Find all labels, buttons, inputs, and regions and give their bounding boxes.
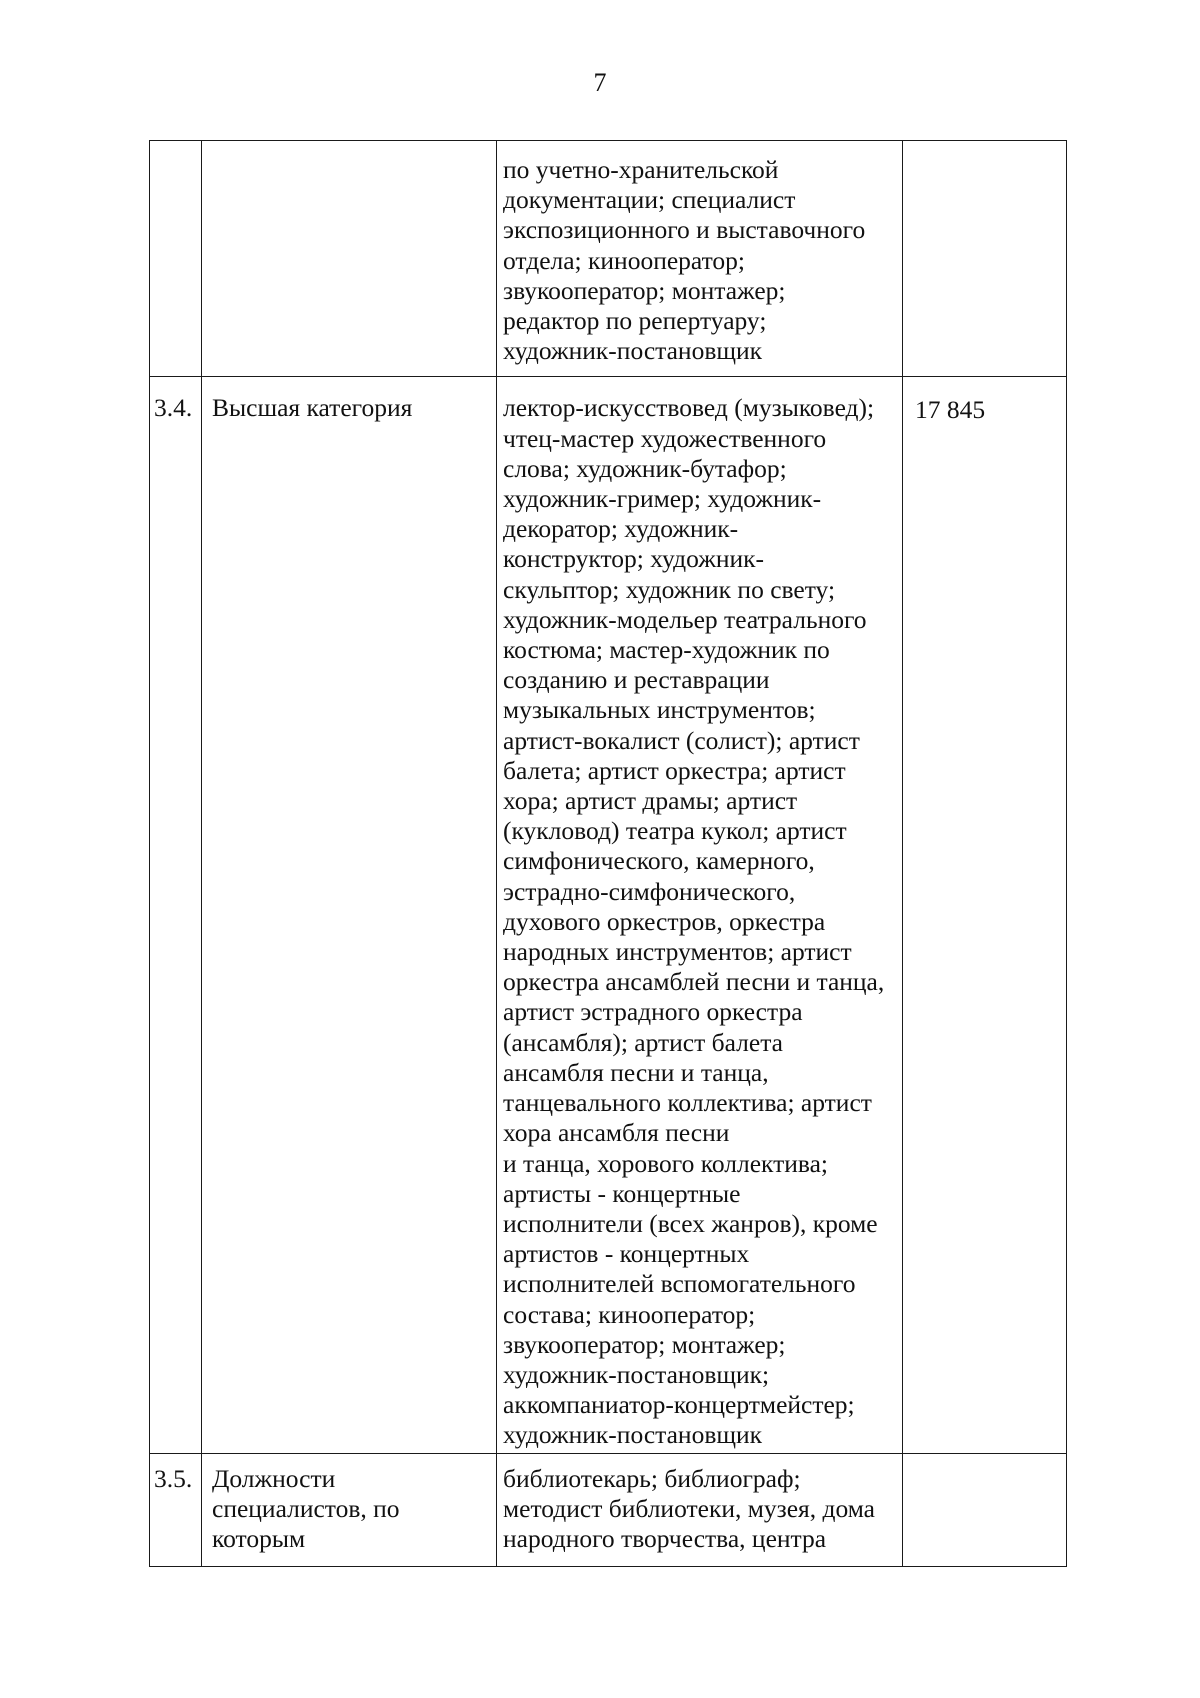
salary-cell: 17 845 bbox=[903, 377, 1067, 1453]
positions-line: артист эстрадного оркестра bbox=[503, 997, 803, 1027]
positions-line: художник-гример; художник- bbox=[503, 484, 822, 514]
positions-line: методист библиотеки, музея, дома bbox=[503, 1493, 876, 1523]
table-row-3-5 bbox=[150, 1453, 1067, 1567]
positions-line: ансамбля песни и танца, bbox=[503, 1057, 769, 1087]
table-row-3-4 bbox=[150, 377, 1067, 1453]
positions-line: балета; артист оркестра; артист bbox=[503, 755, 846, 785]
positions-cell bbox=[497, 377, 903, 1453]
positions-line: художник-модельер театрального bbox=[503, 604, 867, 634]
positions-line: народного творчества, центра bbox=[503, 1523, 827, 1553]
salary-table bbox=[149, 140, 1067, 1567]
positions-line: конструктор; художник- bbox=[503, 544, 765, 574]
category-cell bbox=[202, 377, 497, 1453]
positions-line: народных инструментов; артист bbox=[503, 937, 852, 967]
positions-line: декоратор; художник- bbox=[503, 514, 739, 544]
positions-line: звукооператор; монтажер; bbox=[503, 1329, 786, 1359]
positions-line: симфонического, камерного, bbox=[503, 846, 815, 876]
positions-line: аккомпаниатор-концертмейстер; bbox=[503, 1390, 855, 1420]
positions-line: хора; артист драмы; артист bbox=[503, 786, 798, 816]
row-number-cell: 3.5. bbox=[150, 1453, 202, 1567]
category-cell bbox=[202, 141, 497, 377]
positions-line: и танца, хорового коллектива; bbox=[503, 1148, 828, 1178]
positions-line: созданию и реставрации bbox=[503, 665, 770, 695]
positions-line: (ансамбля); артист балета bbox=[503, 1027, 783, 1057]
positions-line: музыкальных инструментов; bbox=[503, 695, 816, 725]
positions-line: скульптор; художник по свету; bbox=[503, 574, 836, 604]
positions-cell bbox=[497, 141, 903, 377]
positions-line: эстрадно-симфонического, bbox=[503, 876, 796, 906]
positions-line: состава; кинооператор; bbox=[503, 1299, 756, 1329]
salary-cell bbox=[903, 141, 1067, 377]
positions-line: художник-постановщик bbox=[503, 1420, 763, 1450]
category-line: специалистов, по bbox=[212, 1493, 400, 1523]
positions-line: артисты - концертные bbox=[503, 1178, 741, 1208]
category-line: которым bbox=[212, 1523, 306, 1553]
category-line: Должности bbox=[212, 1463, 336, 1493]
positions-line: чтец-мастер художественного bbox=[503, 423, 827, 453]
row-number-cell bbox=[150, 141, 202, 377]
positions-line: артистов - концертных bbox=[503, 1239, 750, 1269]
positions-line: редактор по репертуару; bbox=[503, 306, 767, 336]
category-line: Высшая категория bbox=[212, 393, 413, 423]
positions-line: экспозиционного и выставочного bbox=[503, 215, 866, 245]
table-row-continuation bbox=[150, 141, 1067, 377]
positions-line: художник-постановщик; bbox=[503, 1359, 770, 1389]
positions-cell bbox=[497, 1453, 903, 1567]
row-number-cell: 3.4. bbox=[150, 377, 202, 1453]
positions-line: хора ансамбля песни bbox=[503, 1118, 730, 1148]
positions-line: (кукловод) театра кукол; артист bbox=[503, 816, 847, 846]
positions-line: исполнители (всех жанров), кроме bbox=[503, 1208, 878, 1238]
positions-line: звукооператор; монтажер; bbox=[503, 275, 786, 305]
positions-line: документации; специалист bbox=[503, 185, 796, 215]
positions-line: костюма; мастер-художник по bbox=[503, 635, 830, 665]
positions-line: духового оркестров, оркестра bbox=[503, 906, 826, 936]
positions-line: художник-постановщик bbox=[503, 336, 763, 366]
category-cell bbox=[202, 1453, 497, 1567]
positions-line: оркестра ансамблей песни и танца, bbox=[503, 967, 885, 997]
salary-cell bbox=[903, 1453, 1067, 1567]
positions-line: библиотекарь; библиограф; bbox=[503, 1463, 801, 1493]
page-number: 7 bbox=[593, 68, 607, 97]
positions-line: лектор-искусствовед (музыковед); bbox=[503, 393, 875, 423]
positions-line: танцевального коллектива; артист bbox=[503, 1088, 872, 1118]
positions-line: артист-вокалист (солист); артист bbox=[503, 725, 860, 755]
positions-line: по учетно-хранительской bbox=[503, 155, 779, 184]
positions-line: исполнителей вспомогательного bbox=[503, 1269, 856, 1299]
positions-line: слова; художник-бутафор; bbox=[503, 453, 787, 483]
positions-line: отдела; кинооператор; bbox=[503, 245, 745, 275]
